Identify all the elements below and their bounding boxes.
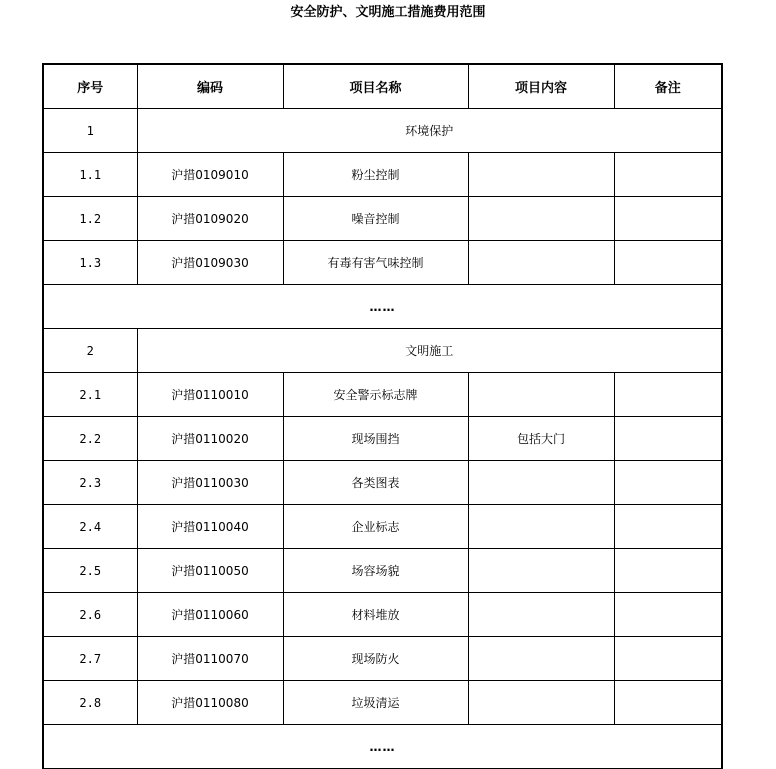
ellipsis-row [43, 725, 722, 769]
table-row [43, 241, 722, 285]
item-content [468, 637, 614, 681]
document-title: 安全防护、文明施工措施费用范围 [290, 5, 486, 20]
item-serial: 2.6 [43, 593, 137, 637]
item-content [468, 593, 614, 637]
item-remarks [614, 593, 722, 637]
item-name: 粉尘控制 [283, 153, 468, 197]
ellipsis-row [43, 285, 722, 329]
item-code: 沪措0110030 [137, 461, 283, 505]
item-serial: 2.2 [43, 417, 137, 461]
item-serial: 1.2 [43, 197, 137, 241]
table-row [43, 197, 722, 241]
item-code: 沪措0110020 [137, 417, 283, 461]
item-content [468, 241, 614, 285]
item-content [468, 505, 614, 549]
table-row [43, 417, 722, 461]
header-item-content: 项目内容 [468, 64, 614, 109]
item-remarks [614, 505, 722, 549]
item-name: 材料堆放 [283, 593, 468, 637]
table-row [43, 373, 722, 417]
item-remarks [614, 549, 722, 593]
item-serial: 1.1 [43, 153, 137, 197]
item-content [468, 197, 614, 241]
item-serial: 2.3 [43, 461, 137, 505]
item-content [468, 681, 614, 725]
item-content [468, 373, 614, 417]
item-code: 沪措0110050 [137, 549, 283, 593]
table-row [43, 153, 722, 197]
item-remarks [614, 153, 722, 197]
item-code: 沪措0109020 [137, 197, 283, 241]
section-name: 环境保护 [137, 109, 722, 153]
item-content [468, 461, 614, 505]
item-content: 包括大门 [468, 417, 614, 461]
item-remarks [614, 417, 722, 461]
item-code: 沪措0109030 [137, 241, 283, 285]
table-row [43, 637, 722, 681]
item-serial: 2.7 [43, 637, 137, 681]
item-serial: 2.4 [43, 505, 137, 549]
section-number: 2 [43, 329, 137, 373]
table-row [43, 681, 722, 725]
table-header-row [43, 64, 722, 109]
item-name: 垃圾清运 [283, 681, 468, 725]
item-code: 沪措0110080 [137, 681, 283, 725]
item-code: 沪措0109010 [137, 153, 283, 197]
item-name: 有毒有害气味控制 [283, 241, 468, 285]
table-row [43, 505, 722, 549]
item-serial: 2.1 [43, 373, 137, 417]
item-serial: 1.3 [43, 241, 137, 285]
item-remarks [614, 373, 722, 417]
item-content [468, 549, 614, 593]
section-number: 1 [43, 109, 137, 153]
item-name: 现场围挡 [283, 417, 468, 461]
item-code: 沪措0110040 [137, 505, 283, 549]
table-body [43, 109, 722, 769]
header-code: 编码 [137, 64, 283, 109]
ellipsis-cell: …… [43, 285, 722, 329]
item-code: 沪措0110070 [137, 637, 283, 681]
item-name: 各类图表 [283, 461, 468, 505]
item-code: 沪措0110060 [137, 593, 283, 637]
header-remarks: 备注 [614, 64, 722, 109]
header-item-name: 项目名称 [283, 64, 468, 109]
item-name: 现场防火 [283, 637, 468, 681]
section-row [43, 329, 722, 373]
item-remarks [614, 681, 722, 725]
item-code: 沪措0110010 [137, 373, 283, 417]
ellipsis-cell: …… [43, 725, 722, 769]
item-name: 安全警示标志牌 [283, 373, 468, 417]
item-serial: 2.8 [43, 681, 137, 725]
table-row [43, 461, 722, 505]
item-name: 场容场貌 [283, 549, 468, 593]
table-row [43, 549, 722, 593]
item-serial: 2.5 [43, 549, 137, 593]
item-remarks [614, 637, 722, 681]
table-row [43, 593, 722, 637]
fee-scope-table [42, 63, 723, 769]
item-name: 企业标志 [283, 505, 468, 549]
item-remarks [614, 241, 722, 285]
item-name: 噪音控制 [283, 197, 468, 241]
section-row [43, 109, 722, 153]
header-serial: 序号 [43, 64, 137, 109]
section-name: 文明施工 [137, 329, 722, 373]
item-remarks [614, 197, 722, 241]
item-content [468, 153, 614, 197]
item-remarks [614, 461, 722, 505]
